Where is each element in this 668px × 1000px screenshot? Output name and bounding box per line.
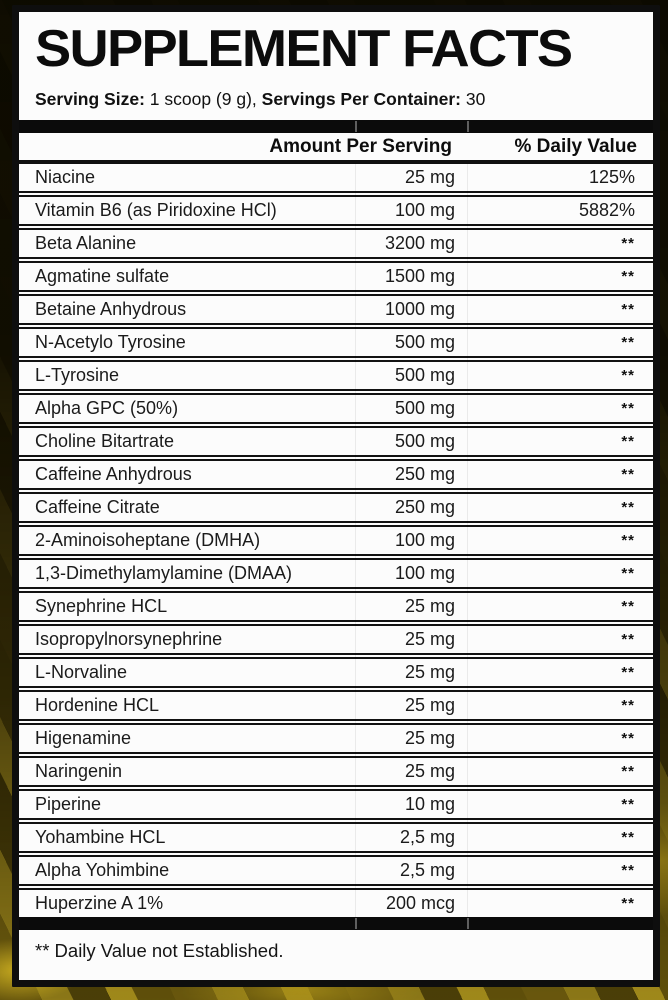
ingredient-name: Vitamin B6 (as Piridoxine HCl) bbox=[35, 200, 277, 220]
ingredient-daily-value: ** bbox=[621, 433, 635, 450]
table-header-row bbox=[19, 133, 653, 160]
servings-per-container-label: Servings Per Container: bbox=[261, 89, 462, 109]
ingredient-amount: 1000 mg bbox=[384, 299, 455, 319]
column-divider bbox=[355, 918, 357, 929]
table-row bbox=[19, 296, 653, 323]
ingredient-daily-value: ** bbox=[621, 796, 635, 813]
ingredient-amount: 25 mg bbox=[404, 728, 455, 748]
ingredient-name: Betaine Anhydrous bbox=[35, 299, 187, 319]
table-row bbox=[19, 791, 653, 818]
ingredient-daily-value: ** bbox=[621, 334, 635, 351]
column-divider bbox=[467, 918, 469, 929]
ingredient-name: 1,3-Dimethylamylamine (DMAA) bbox=[35, 563, 293, 583]
ingredient-daily-value: ** bbox=[621, 598, 635, 615]
ingredient-daily-value: ** bbox=[621, 499, 635, 516]
column-divider bbox=[467, 121, 469, 132]
table-row bbox=[19, 428, 653, 455]
ingredient-name: Hordenine HCL bbox=[35, 695, 160, 715]
column-guide-line bbox=[355, 164, 356, 917]
ingredient-daily-value: ** bbox=[621, 763, 635, 780]
ingredient-amount: 100 mg bbox=[394, 563, 455, 583]
table-row bbox=[19, 593, 653, 620]
ingredient-amount: 10 mg bbox=[404, 794, 455, 814]
ingredient-amount: 3200 mg bbox=[384, 233, 455, 253]
ingredient-amount: 1500 mg bbox=[384, 266, 455, 286]
ingredient-amount: 25 mg bbox=[404, 629, 455, 649]
table-row bbox=[19, 626, 653, 653]
table-row bbox=[19, 164, 653, 191]
ingredient-amount: 2,5 mg bbox=[399, 860, 455, 880]
table-row bbox=[19, 725, 653, 752]
table-row bbox=[19, 329, 653, 356]
ingredient-name: Caffeine Anhydrous bbox=[35, 464, 192, 484]
ingredient-daily-value: ** bbox=[621, 400, 635, 417]
ingredient-daily-value: ** bbox=[621, 532, 635, 549]
ingredient-amount: 500 mg bbox=[394, 365, 455, 385]
table-row bbox=[19, 230, 653, 257]
table-bottom-bar bbox=[19, 917, 653, 930]
ingredient-amount: 25 mg bbox=[404, 662, 455, 682]
ingredient-daily-value: ** bbox=[621, 367, 635, 384]
header-daily-value: % Daily Value bbox=[514, 136, 637, 157]
serving-size-line bbox=[35, 88, 637, 110]
ingredient-name: N-Acetylo Tyrosine bbox=[35, 332, 186, 352]
ingredient-amount: 25 mg bbox=[404, 761, 455, 781]
ingredient-amount: 100 mg bbox=[394, 530, 455, 550]
ingredient-daily-value: 125% bbox=[588, 167, 635, 187]
ingredient-name: Synephrine HCL bbox=[35, 596, 168, 616]
table-row bbox=[19, 857, 653, 884]
panel-title: SUPPLEMENT FACTS bbox=[35, 20, 572, 79]
ingredient-daily-value: ** bbox=[621, 301, 635, 318]
header-amount-per-serving: Amount Per Serving bbox=[269, 136, 452, 157]
ingredient-amount: 25 mg bbox=[404, 695, 455, 715]
ingredient-daily-value: ** bbox=[621, 730, 635, 747]
ingredient-table-body bbox=[19, 164, 653, 917]
ingredient-amount: 2,5 mg bbox=[399, 827, 455, 847]
table-row bbox=[19, 758, 653, 785]
ingredient-amount: 200 mcg bbox=[385, 893, 455, 913]
ingredient-name: Niacine bbox=[35, 167, 96, 187]
ingredient-name: Naringenin bbox=[35, 761, 123, 781]
ingredient-amount: 25 mg bbox=[404, 167, 455, 187]
ingredient-amount: 250 mg bbox=[394, 464, 455, 484]
ingredient-amount: 250 mg bbox=[394, 497, 455, 517]
ingredient-daily-value: ** bbox=[621, 697, 635, 714]
column-divider bbox=[355, 121, 357, 132]
ingredient-name: Caffeine Citrate bbox=[35, 497, 160, 517]
ingredient-name: Alpha Yohimbine bbox=[35, 860, 170, 880]
ingredient-daily-value: ** bbox=[621, 664, 635, 681]
ingredient-name: Piperine bbox=[35, 794, 102, 814]
ingredient-amount: 500 mg bbox=[394, 332, 455, 352]
ingredient-name: Huperzine A 1% bbox=[35, 893, 164, 913]
ingredient-name: Beta Alanine bbox=[35, 233, 137, 253]
ingredient-daily-value: ** bbox=[621, 862, 635, 879]
ingredient-daily-value: ** bbox=[621, 565, 635, 582]
table-row bbox=[19, 197, 653, 224]
ingredient-name: Agmatine sulfate bbox=[35, 266, 170, 286]
servings-per-container-value: 30 bbox=[461, 89, 486, 109]
ingredient-amount: 25 mg bbox=[404, 596, 455, 616]
supplement-facts-panel bbox=[12, 5, 660, 987]
ingredient-daily-value: ** bbox=[621, 466, 635, 483]
ingredient-daily-value: ** bbox=[621, 268, 635, 285]
table-row bbox=[19, 659, 653, 686]
ingredient-daily-value: ** bbox=[621, 631, 635, 648]
ingredient-name: Alpha GPC (50%) bbox=[35, 398, 179, 418]
table-row bbox=[19, 824, 653, 851]
ingredient-name: L-Tyrosine bbox=[35, 365, 120, 385]
panel-inner bbox=[19, 12, 653, 980]
ingredient-amount: 100 mg bbox=[394, 200, 455, 220]
ingredient-name: Higenamine bbox=[35, 728, 132, 748]
table-row bbox=[19, 692, 653, 719]
ingredient-daily-value: ** bbox=[621, 235, 635, 252]
ingredient-name: L-Norvaline bbox=[35, 662, 128, 682]
serving-size-value: 1 scoop (9 g), bbox=[144, 89, 262, 109]
table-row bbox=[19, 890, 653, 917]
table-row bbox=[19, 395, 653, 422]
footnote: ** Daily Value not Established. bbox=[35, 940, 284, 961]
ingredient-name: Isopropylnorsynephrine bbox=[35, 629, 223, 649]
table-row bbox=[19, 263, 653, 290]
ingredient-name: Choline Bitartrate bbox=[35, 431, 175, 451]
serving-size-label: Serving Size: bbox=[35, 89, 145, 109]
ingredient-name: 2-Aminoisoheptane (DMHA) bbox=[35, 530, 261, 550]
ingredient-amount: 500 mg bbox=[394, 398, 455, 418]
ingredient-name: Yohambine HCL bbox=[35, 827, 166, 847]
table-row bbox=[19, 560, 653, 587]
table-row bbox=[19, 494, 653, 521]
ingredient-daily-value: ** bbox=[621, 895, 635, 912]
table-row bbox=[19, 527, 653, 554]
ingredient-daily-value: ** bbox=[621, 829, 635, 846]
table-top-bar bbox=[19, 120, 653, 133]
column-guide-line bbox=[467, 164, 468, 917]
ingredient-amount: 500 mg bbox=[394, 431, 455, 451]
table-row bbox=[19, 362, 653, 389]
table-row bbox=[19, 461, 653, 488]
ingredient-daily-value: 5882% bbox=[578, 200, 635, 220]
